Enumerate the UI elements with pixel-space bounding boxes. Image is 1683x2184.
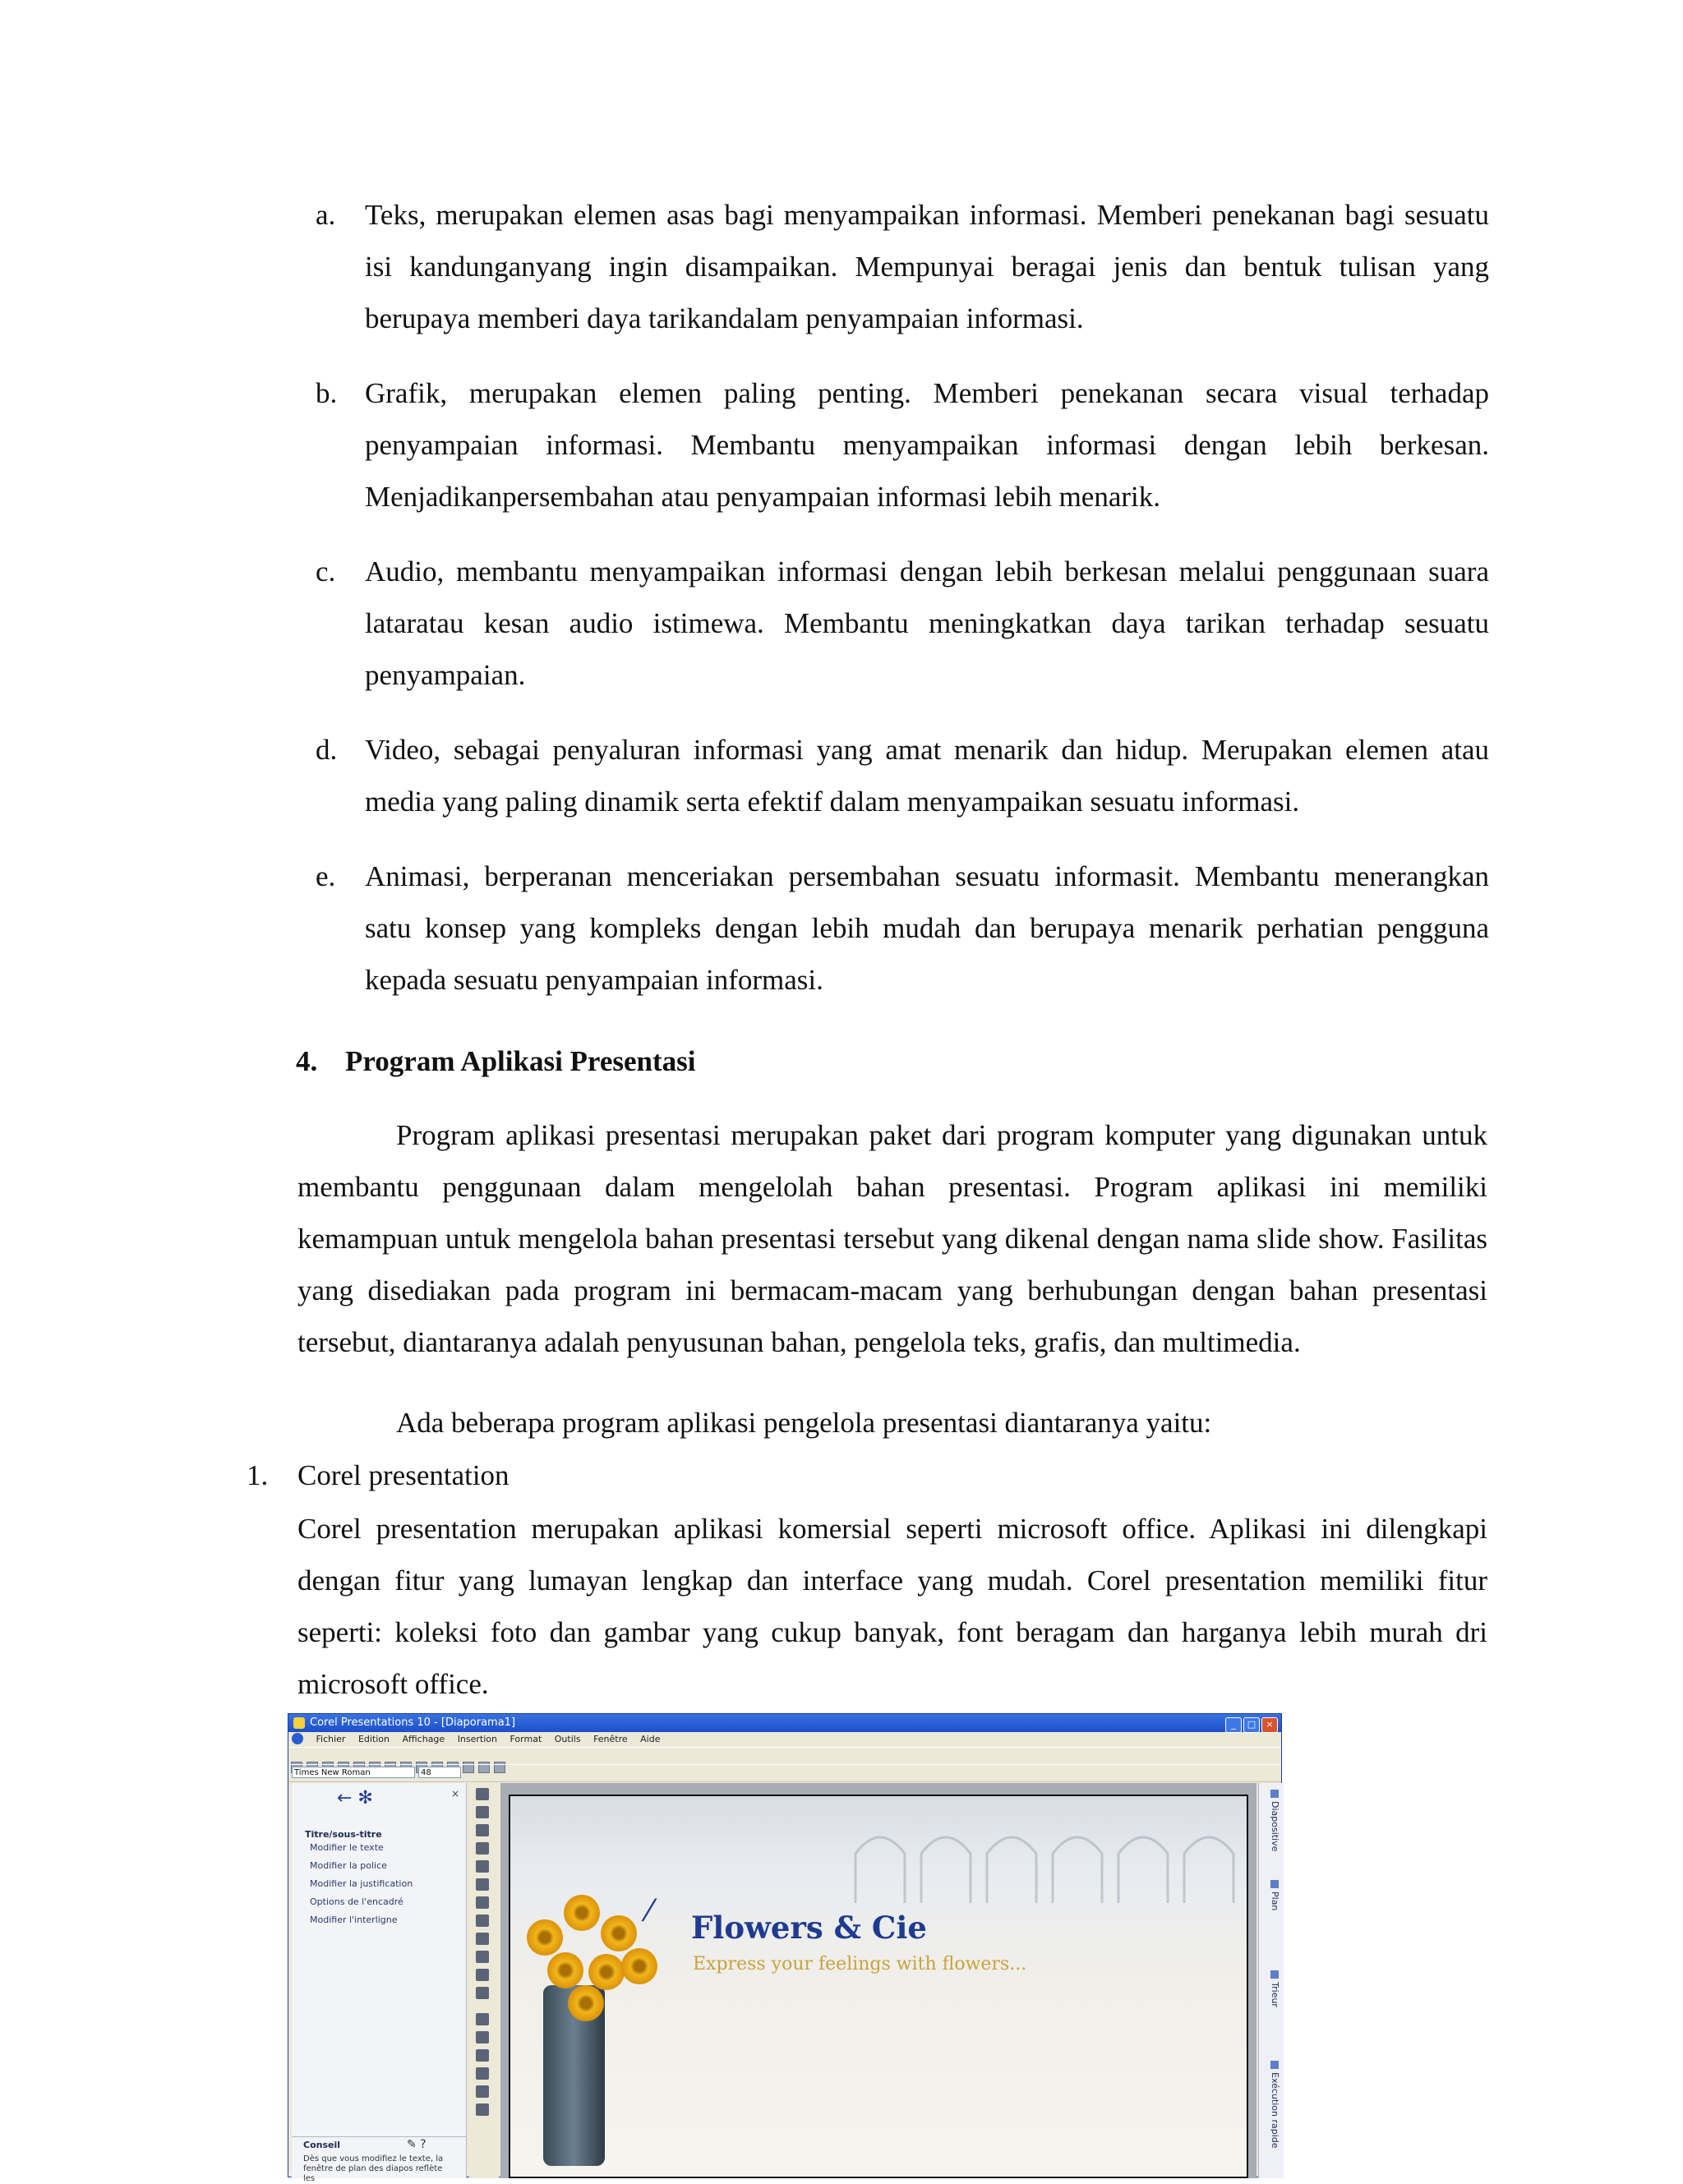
tab-execution-rapide[interactable] — [1262, 2061, 1280, 2149]
font-size-select[interactable]: 48 — [418, 1767, 461, 1778]
tool-icon[interactable] — [476, 2103, 489, 2116]
tab-label: Trieur — [1270, 1982, 1280, 2007]
flower — [601, 1915, 637, 1951]
list-text: Grafik, merupakan elemen paling penting. Memberi penekanan secara visual terhadap penyampaian informasi. Membantu menyampaikan informasi dengan lebih berkesan. Menjadikanpersembahan atau penyampaian informasi lebih menarik. — [365, 377, 1489, 513]
flower — [527, 1919, 563, 1956]
tool-icon[interactable] — [476, 2067, 489, 2080]
menu-outils[interactable]: Outils — [554, 1734, 581, 1744]
menu-aide[interactable]: Aide — [640, 1734, 661, 1744]
window-title: Corel Presentations 10 - [Diaporama1] — [310, 1716, 516, 1729]
drawing-tools — [469, 1783, 499, 2178]
tool-icon[interactable] — [476, 1824, 489, 1836]
list-text: Audio, membantu menyampaikan informasi dengan lebih berkesan melalui penggunaan suara lataratau kesan audio istimewa. Membantu meningkatkan daya tarikan terhadap sesuatu penyampaian. — [365, 555, 1489, 691]
view-tabs — [1258, 1783, 1284, 2178]
background-arches — [855, 1813, 1250, 1911]
tool-icon[interactable] — [476, 1878, 489, 1891]
menu-format[interactable]: Format — [510, 1734, 542, 1744]
list-text: Video, sebagai penyaluran informasi yang amat menarik dan hidup. Merupakan elemen atau media yang paling dinamik serta efektif dalam menyampaikan sesuatu informasi. — [365, 734, 1489, 818]
section-heading — [296, 1037, 695, 1086]
corel-paragraph: Corel presentation merupakan aplikasi komersial seperti microsoft office. Aplikasi ini dilengkapi dengan fitur yang lumayan lengkap dan interface yang mudah. Corel presentation memiliki fitur seperti: koleksi foto dan gambar yang cukup banyak, font beragam dan harganya lebih murah dri microsoft office. — [297, 1513, 1487, 1700]
list-marker: a. — [316, 199, 336, 231]
tip-help-icon[interactable]: ✎ ? — [407, 2138, 427, 2151]
window-controls — [1224, 1716, 1278, 1734]
slide-canvas — [500, 1783, 1256, 2178]
tip-text: Dès que vous modifiez le texte, la fenêtre de plan des diapos reflète les — [303, 2154, 444, 2183]
shape-tool-icon[interactable] — [476, 1896, 489, 1909]
list-marker: e. — [316, 860, 336, 892]
tab-trieur[interactable] — [1262, 1970, 1280, 2007]
quickplay-icon — [1270, 2061, 1279, 2069]
corel-screenshot — [288, 1713, 1282, 2183]
pane-close-icon[interactable]: × — [450, 1788, 459, 1799]
section-title: Program Aplikasi Presentasi — [345, 1045, 696, 1077]
font-name-select[interactable]: Times New Roman — [292, 1767, 415, 1778]
close-icon[interactable]: × — [1261, 1717, 1278, 1733]
section-number: 4. — [296, 1045, 318, 1077]
list-marker: b. — [316, 377, 338, 409]
tip-divider — [292, 2136, 466, 2137]
tool-icon[interactable] — [476, 2049, 489, 2062]
minimize-icon[interactable]: _ — [1225, 1717, 1242, 1733]
maximize-icon[interactable]: □ — [1243, 1717, 1260, 1733]
corel-logo-icon — [292, 1733, 303, 1744]
slide-view-icon — [1270, 1790, 1279, 1798]
tool-icon[interactable] — [476, 1842, 489, 1855]
numbered-marker: 1. — [247, 1459, 269, 1491]
tab-label: Exécution rapide — [1270, 2072, 1280, 2149]
pane-option[interactable]: Modifier la police — [310, 1860, 387, 1871]
pane-option[interactable]: Modifier la justification — [310, 1878, 413, 1889]
tab-plan[interactable] — [1262, 1880, 1280, 1910]
fill-color-icon[interactable] — [476, 2013, 489, 2025]
app-icon — [293, 1717, 305, 1729]
task-pane — [292, 1783, 467, 2183]
menu-affichage[interactable]: Affichage — [402, 1734, 445, 1744]
list-intro-paragraph: Ada beberapa program aplikasi pengelola presentasi diantaranya yaitu: — [396, 1407, 1212, 1439]
menu-edition[interactable]: Edition — [357, 1734, 390, 1744]
numbered-item — [247, 1451, 510, 1500]
tip-heading: Conseil — [303, 2140, 341, 2150]
tool-icon[interactable] — [476, 2031, 489, 2043]
slide[interactable] — [509, 1795, 1248, 2178]
back-arrow-icon[interactable]: ← ✻ — [337, 1788, 373, 1808]
menu-bar — [288, 1732, 1281, 1747]
list-text: Teks, merupakan elemen asas bagi menyampaikan informasi. Memberi penekanan bagi sesuatu isi kandunganyang ingin disampaikan. Mempunyai beragai jenis dan bentuk tulisan yang berupaya memberi daya tarikandalam penyampaian informasi. — [365, 199, 1489, 334]
pane-heading: Titre/sous-titre — [305, 1829, 382, 1840]
window-titlebar — [288, 1714, 1281, 1732]
numbered-label: Corel presentation — [297, 1459, 510, 1491]
list-text: Animasi, berperanan menceriakan persembahan sesuatu informasit. Membantu menerangkan satu konsep yang kompleks dengan lebih mudah dan berupaya menarik perhatian pengguna kepada sesuatu penyampaian informasi. — [365, 860, 1489, 996]
list-marker: c. — [316, 555, 336, 587]
flower — [564, 1895, 600, 1931]
star-tool-icon[interactable] — [476, 1951, 489, 1963]
tab-label: Plan — [1270, 1891, 1280, 1911]
callout-tool-icon[interactable] — [476, 1969, 489, 1981]
pane-option[interactable]: Modifier l'interligne — [310, 1914, 398, 1925]
standard-toolbar — [288, 1747, 1281, 1765]
text-tool-icon[interactable] — [476, 1860, 489, 1873]
menu-fichier[interactable]: Fichier — [316, 1734, 346, 1744]
tool-icon[interactable] — [476, 1987, 489, 1999]
tool-icon[interactable] — [476, 1933, 489, 1945]
menu-fenetre[interactable]: Fenêtre — [593, 1734, 628, 1744]
slide-title: Flowers & Cie — [691, 1910, 927, 1946]
flower — [621, 1948, 657, 1984]
tool-icon[interactable] — [476, 1914, 489, 1927]
tool-icon[interactable] — [476, 2085, 489, 2098]
pane-option[interactable]: Options de l'encadré — [310, 1896, 403, 1907]
slide-subtitle: Express your feelings with flowers... — [693, 1954, 1027, 1974]
tool-icon[interactable] — [476, 1806, 489, 1818]
select-tool-icon[interactable] — [476, 1788, 489, 1800]
sorter-view-icon — [1270, 1970, 1279, 1979]
tab-diapositive[interactable] — [1262, 1790, 1280, 1851]
tab-label: Diapositive — [1270, 1801, 1280, 1852]
menu-insertion[interactable]: Insertion — [457, 1734, 497, 1744]
intro-paragraph: Program aplikasi presentasi merupakan paket dari program komputer yang digunakan untuk membantu penggunaan dalam mengelolah bahan presentasi. Program aplikasi ini memiliki kemampuan untuk mengelola bahan presentasi tersebut yang dikenal dengan nama slide show. Fasilitas yang disediakan pada program ini bermacam-macam yang berhubungan dengan bahan presentasi tersebut, diantaranya adalah penyusunan bahan, pengelola teks, grafis, dan multimedia. — [297, 1119, 1487, 1358]
list-marker: d. — [316, 734, 338, 766]
pane-option[interactable]: Modifier le texte — [310, 1842, 384, 1853]
outline-view-icon — [1270, 1880, 1279, 1888]
flower — [547, 1952, 583, 1988]
flower-bouquet-image — [519, 1887, 658, 2026]
flower — [588, 1954, 625, 1990]
swoosh-icon: ⁄ — [647, 1895, 652, 1928]
flower — [568, 1985, 604, 2021]
